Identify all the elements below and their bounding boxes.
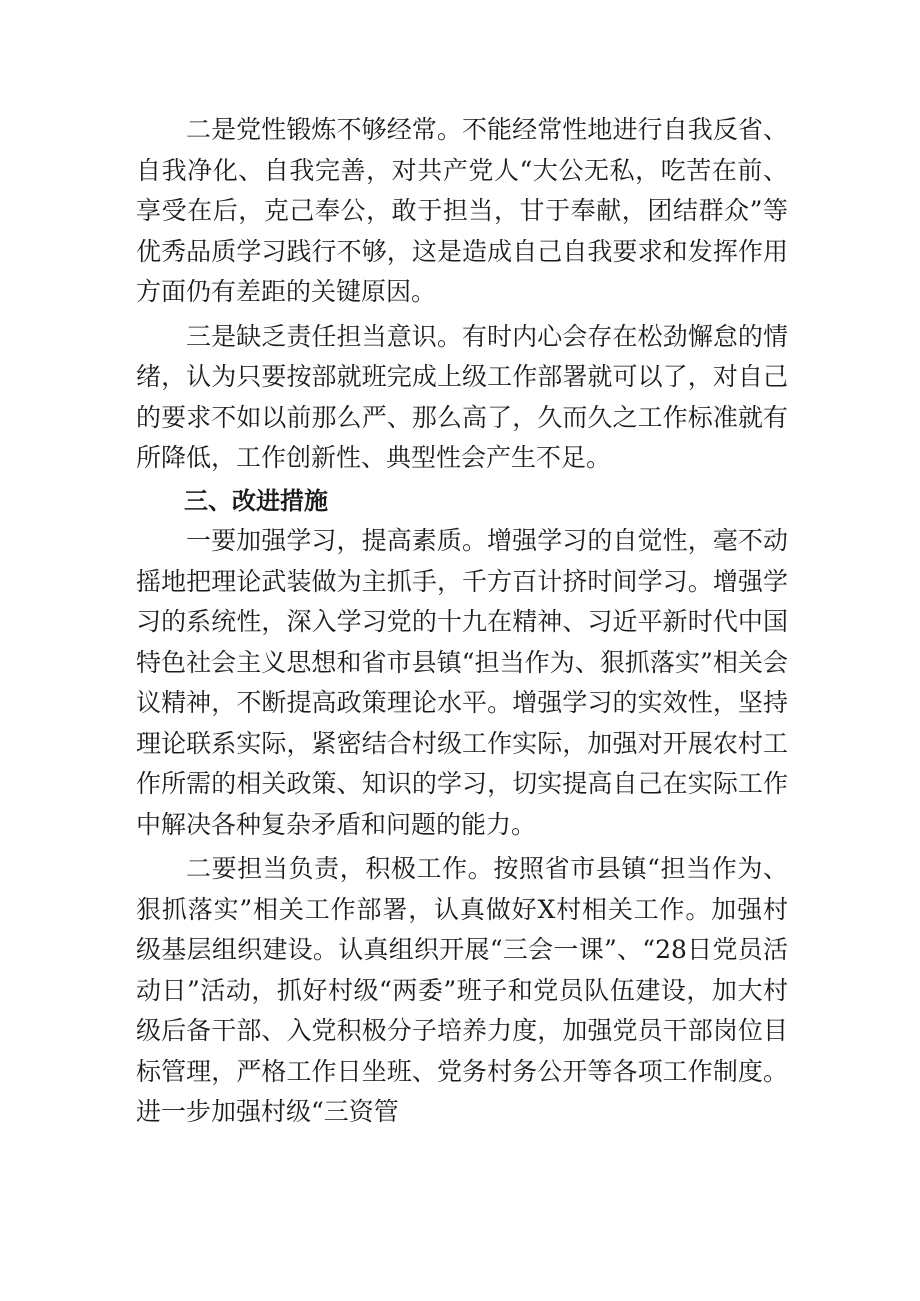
section-heading: 三、改进措施 [184, 486, 328, 515]
paragraph-measure-work: 二要担当负责，积极工作。按照省市县镇“担当作为、狠抓落实”相关工作部署，认真做好X村相关工作。加强村级基层组织建设。认真组织开展“三会一课”、“28日党员活动日”活动，抓好村级“两委”班子和党员队伍建设，加大村级后备干部、入党积极分子培养力度，加强党员干部岗位目标管理，严格工作日坐班、党务村务公开等各项工作制度。进一步加强村级“三资管 [136, 854, 788, 1126]
paragraph-measure-study: 一要加强学习，提高素质。增强学习的自觉性，毫不动摇地把理论武装做为主抓手，千方百计挤时间学习。增强学习的系统性，深入学习党的十九在精神、习近平新时代中国特色社会主义思想和省市县镇“担当作为、狠抓落实”相关会议精神，不断提高政策理论水平。增强学习的实效性，坚持理论联系实际，紧密结合村级工作实际，加强对开展农村工作所需的相关政策、知识的学习，切实提高自己在实际工作中解决各种复杂矛盾和问题的能力。 [136, 526, 788, 839]
document-body [136, 110, 788, 1133]
paragraph-responsibility: 三是缺乏责任担当意识。有时内心会存在松劲懈怠的情绪，认为只要按部就班完成上级工作部署就可以了，对自己的要求不如以前那么严、那么高了，久而久之工作标准就有所降低，工作创新性、典型性会产生不足。 [136, 321, 788, 472]
paragraph-party-training: 二是党性锻炼不够经常。不能经常性地进行自我反省、自我净化、自我完善，对共产党人“大公无私，吃苦在前、享受在后，克己奉公，敢于担当，甘于奉献，团结群众”等优秀品质学习践行不够，这是造成自己自我要求和发挥作用方面仍有差距的关键原因。 [136, 115, 788, 306]
